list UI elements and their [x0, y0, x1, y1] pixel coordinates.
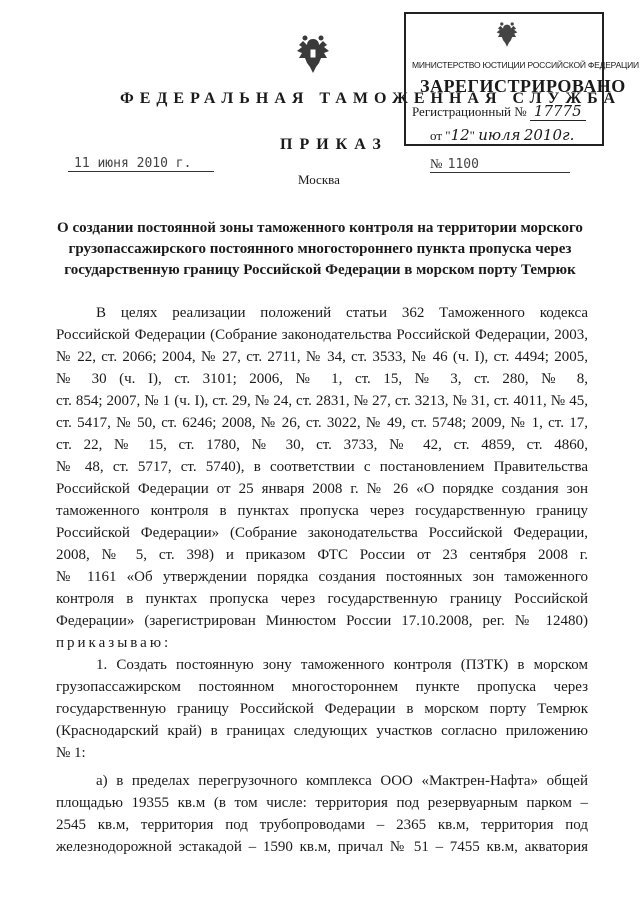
body-line: № 1161 «Об утверждении порядка создания постоянных зон таможенного	[56, 569, 588, 585]
body-line: ст. 22, № 15, ст. 1780, № 30, ст. 3733, № 42, ст. 4859, ст. 4860,	[56, 437, 588, 453]
document-subject: О создании постоянной зоны таможенного контроля на территории морского грузопассажирского постоянного многостороннего пункта пропуска через государственную границу Российской Федерации в морском порту Темрюк	[57, 220, 583, 278]
body-line: Федерации» (зарегистрирован Минюстом России 17.10.2008, рег. № 12480)	[56, 613, 588, 629]
body-line: ст. 854; 2007, № 1 (ч. I), ст. 29, № 24, ст. 2831, № 27, ст. 3213, № 31, ст. 4011, № 45,	[56, 393, 588, 409]
stamp-date-day: 12	[450, 126, 470, 144]
document-type: ПРИКАЗ	[280, 136, 388, 153]
item-1a-line: 2545 кв.м, территория под трубопроводами – 2365 кв.м, территория под	[56, 817, 588, 833]
stamp-date-month: июля	[478, 126, 521, 144]
item-1a	[56, 770, 588, 858]
stamp-reg-number-line	[412, 102, 586, 120]
item-1-line: № 1:	[56, 745, 86, 761]
registration-stamp	[404, 12, 639, 146]
agency-name: ФЕДЕРАЛЬНАЯ ТАМОЖЕННАЯ СЛУЖБА	[120, 90, 622, 107]
preamble	[56, 302, 588, 632]
body-line: 2008, № 5, ст. 398) и приказом ФТС России от 23 сентября 2008 г.	[56, 547, 588, 563]
item-1a-line: площадью 19355 кв.м (в том числе: территория под резервуарным парком –	[56, 795, 588, 811]
stamp-date-quote: "	[469, 128, 475, 143]
item-1-line: (Краснодарский край) в границах следующих участков согласно приложению	[56, 723, 588, 739]
coat-of-arms-icon	[293, 33, 333, 77]
body-line: Российской Федерации» (Собрание законодательства Российской Федерации,	[56, 525, 588, 541]
stamp-date-year: 2010г.	[523, 126, 575, 144]
order-number-value: 1100	[447, 157, 479, 172]
order-date: 11 июня 2010 г.	[68, 156, 214, 172]
stamp-reg-number: 17775	[530, 102, 586, 121]
stamp-status: ЗАРЕГИСТРИРОВАНО	[420, 76, 626, 96]
item-1	[56, 654, 588, 764]
stamp-ministry: МИНИСТЕРСТВО ЮСТИЦИИ РОССИЙСКОЙ ФЕДЕРАЦИИ	[412, 60, 639, 70]
body-line: ст. 5417, № 50, ст. 6246; 2008, № 26, ст. 3022, № 49, ст. 5748; 2009, № 1, ст. 17,	[56, 415, 588, 431]
body-line: № 22, ст. 2066; 2004, № 27, ст. 2711, № 34, ст. 3533, № 46 (ч. I), ст. 4494; 2005,	[56, 349, 588, 365]
decree-word: приказываю:	[56, 635, 172, 651]
document-body	[56, 302, 588, 858]
item-1-line: 1. Создать постоянную зону таможенного контроля (ПЗТК) в морском	[96, 657, 588, 673]
city: Москва	[298, 172, 340, 187]
body-line: контроля в пунктах пропуска через государственную границу Российской	[56, 591, 588, 607]
item-1-line: государственную границу Российской Федерации в морском порту Темрюк	[56, 701, 588, 717]
item-1a-line: железнодорожной эстакадой – 1590 кв.м, причал № 51 – 7455 кв.м, акватория	[56, 839, 588, 855]
body-line: № 30 (ч. I), ст. 3101; 2006, № 1, ст. 15, № 3, ст. 280, № 8,	[56, 371, 588, 387]
body-line: таможенного контроля в пунктах пропуска через государственную границу	[56, 503, 588, 519]
body-line: В целях реализации положений статьи 362 Таможенного кодекса	[96, 305, 588, 321]
body-line: № 48, ст. 5717, ст. 5740), в соответствии с постановлением Правительства	[56, 459, 588, 475]
body-line: Российской Федерации (Собрание законодательства Российской Федерации, 2003,	[56, 327, 588, 343]
body-line: Российской Федерации от 25 января 2008 г. № 26 «О порядке создания зон	[56, 481, 588, 497]
stamp-date-prefix: от "	[430, 128, 451, 143]
item-1-line: грузопассажирском постоянном многостороннем пункте пропуска через	[56, 679, 588, 695]
item-1a-line: а) в пределах перегрузочного комплекса ООО «Мактрен-Нафта» общей	[96, 773, 588, 789]
stamp-emblem-icon	[494, 20, 520, 50]
order-number-prefix: №	[430, 156, 443, 171]
stamp-date-line	[430, 126, 574, 144]
order-number	[430, 156, 570, 173]
stamp-reg-label: Регистрационный №	[412, 104, 527, 119]
